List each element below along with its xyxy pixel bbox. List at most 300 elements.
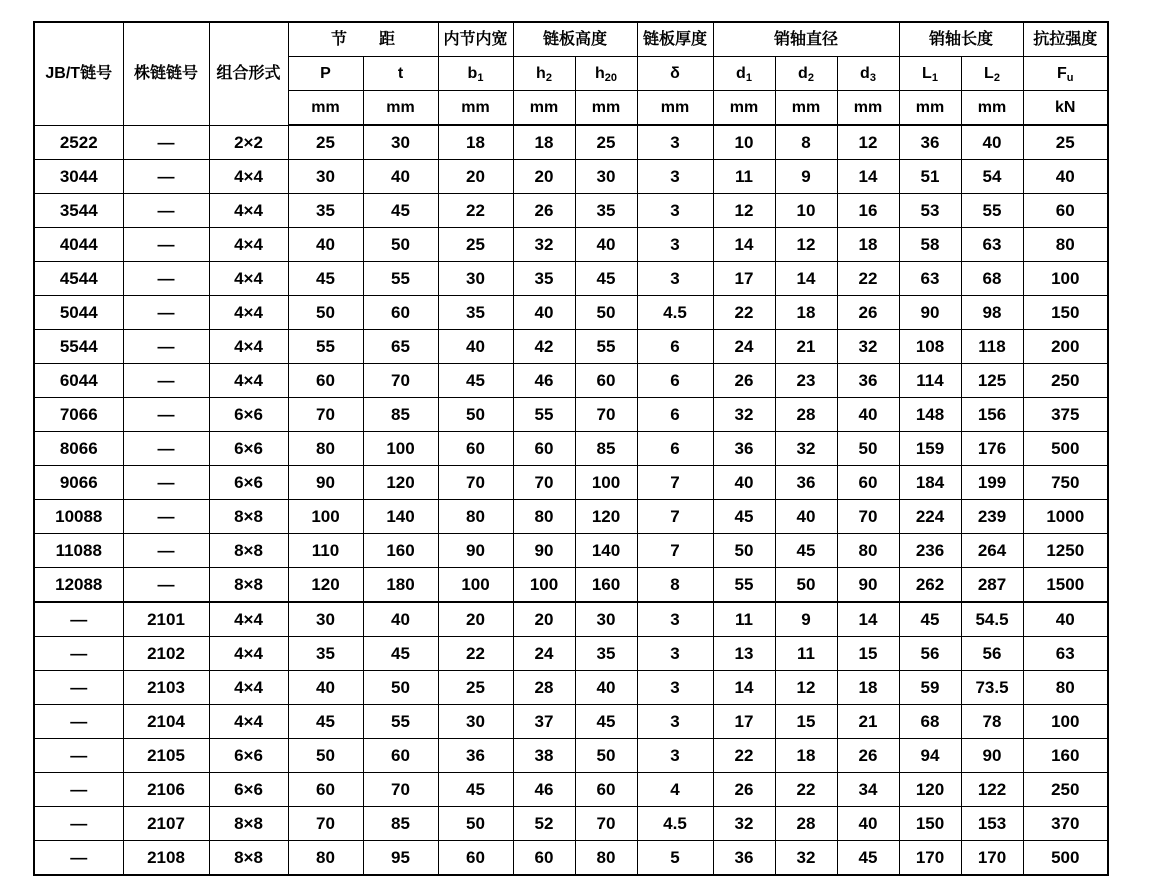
table-cell: 40	[713, 466, 775, 500]
table-cell: 30	[363, 125, 438, 160]
unit-cell: mm	[288, 91, 363, 126]
table-cell: 55	[575, 330, 637, 364]
header-combination: 组合形式	[209, 22, 288, 125]
table-cell: 22	[837, 262, 899, 296]
symbol-h20	[575, 57, 637, 91]
symbol-h2	[513, 57, 575, 91]
table-cell: 63	[1023, 637, 1108, 671]
table-cell: 2101	[123, 602, 209, 637]
table-cell: 20	[513, 160, 575, 194]
table-cell: 6×6	[209, 398, 288, 432]
table-cell: 4×4	[209, 671, 288, 705]
table-cell: —	[123, 500, 209, 534]
table-cell: 70	[288, 807, 363, 841]
table-cell: 4×4	[209, 637, 288, 671]
table-cell: 85	[575, 432, 637, 466]
table-cell: 118	[961, 330, 1023, 364]
table-cell: 28	[775, 807, 837, 841]
unit-cell: mm	[438, 91, 513, 126]
table-cell: 160	[1023, 739, 1108, 773]
table-cell: 55	[713, 568, 775, 603]
symbol-d3	[837, 57, 899, 91]
table-cell: 2522	[34, 125, 123, 160]
table-cell: 70	[837, 500, 899, 534]
table-cell: 6044	[34, 364, 123, 398]
table-row	[34, 739, 1108, 773]
table-cell: —	[123, 364, 209, 398]
symbol-L2-base: L	[984, 64, 994, 82]
table-cell: 40	[1023, 602, 1108, 637]
header-inner-width: 内节内宽	[438, 22, 513, 57]
table-row	[34, 534, 1108, 568]
table-cell: 3	[637, 125, 713, 160]
table-cell: 5044	[34, 296, 123, 330]
table-row	[34, 568, 1108, 603]
table-cell: 200	[1023, 330, 1108, 364]
table-cell: —	[123, 262, 209, 296]
table-cell: 8×8	[209, 568, 288, 603]
table-header	[34, 22, 1108, 125]
table-cell: 50	[837, 432, 899, 466]
table-cell: 6	[637, 398, 713, 432]
table-cell: —	[34, 841, 123, 876]
table-cell: 23	[775, 364, 837, 398]
table-cell: 4.5	[637, 296, 713, 330]
table-cell: 8×8	[209, 534, 288, 568]
table-cell: 100	[1023, 705, 1108, 739]
table-row	[34, 705, 1108, 739]
table-cell: 156	[961, 398, 1023, 432]
table-cell: 60	[1023, 194, 1108, 228]
table-cell: 11088	[34, 534, 123, 568]
table-cell: —	[123, 228, 209, 262]
table-cell: 90	[288, 466, 363, 500]
table-cell: 60	[513, 432, 575, 466]
table-cell: 100	[575, 466, 637, 500]
table-cell: 150	[899, 807, 961, 841]
symbol-d3-sub: 3	[869, 71, 876, 84]
table-cell: 45	[438, 364, 513, 398]
table-cell: 46	[513, 773, 575, 807]
table-cell: 50	[288, 296, 363, 330]
table-cell: 3	[637, 262, 713, 296]
table-cell: 40	[288, 228, 363, 262]
table-cell: 45	[288, 705, 363, 739]
table-cell: —	[123, 296, 209, 330]
table-cell: 55	[363, 262, 438, 296]
table-cell: 100	[288, 500, 363, 534]
table-cell: 45	[899, 602, 961, 637]
table-cell: 500	[1023, 841, 1108, 876]
table-cell: 32	[775, 841, 837, 876]
table-cell: 3	[637, 194, 713, 228]
table-cell: 53	[899, 194, 961, 228]
table-cell: 26	[837, 296, 899, 330]
table-cell: 90	[438, 534, 513, 568]
table-cell: —	[34, 705, 123, 739]
table-cell: 58	[899, 228, 961, 262]
table-cell: 100	[1023, 262, 1108, 296]
table-cell: 10	[713, 125, 775, 160]
table-cell: 3	[637, 705, 713, 739]
table-cell: 6×6	[209, 432, 288, 466]
unit-cell: mm	[775, 91, 837, 126]
table-cell: 100	[438, 568, 513, 603]
table-cell: 17	[713, 262, 775, 296]
table-cell: 40	[363, 160, 438, 194]
table-cell: 30	[438, 705, 513, 739]
symbol-b1-base: b	[467, 64, 478, 82]
table-cell: 45	[837, 841, 899, 876]
table-cell: 3	[637, 160, 713, 194]
table-row	[34, 296, 1108, 330]
table-cell: 5	[637, 841, 713, 876]
table-cell: 40	[288, 671, 363, 705]
table-cell: 70	[363, 773, 438, 807]
symbol-h20-sub: 20	[604, 71, 618, 84]
table-cell: 70	[575, 398, 637, 432]
table-cell: 120	[363, 466, 438, 500]
table-cell: 70	[575, 807, 637, 841]
table-cell: 2106	[123, 773, 209, 807]
table-cell: 2105	[123, 739, 209, 773]
table-cell: 3	[637, 228, 713, 262]
table-cell: —	[123, 466, 209, 500]
header-plate-thickness: 链板厚度	[637, 22, 713, 57]
header-pitch: 节 距	[288, 22, 438, 57]
table-cell: 18	[837, 671, 899, 705]
table-cell: 239	[961, 500, 1023, 534]
table-cell: —	[123, 160, 209, 194]
table-cell: 5544	[34, 330, 123, 364]
table-row	[34, 807, 1108, 841]
table-row	[34, 466, 1108, 500]
table-cell: 2107	[123, 807, 209, 841]
table-cell: 150	[1023, 296, 1108, 330]
table-cell: 45	[438, 773, 513, 807]
table-cell: 50	[363, 228, 438, 262]
header-zhulian-chain-no: 株链链号	[123, 22, 209, 125]
table-cell: 45	[575, 705, 637, 739]
table-cell: 12	[837, 125, 899, 160]
table-cell: 40	[575, 671, 637, 705]
table-cell: 45	[713, 500, 775, 534]
table-cell: 17	[713, 705, 775, 739]
symbol-L2	[961, 57, 1023, 91]
table-cell: 30	[575, 602, 637, 637]
table-cell: 3	[637, 671, 713, 705]
table-cell: 90	[961, 739, 1023, 773]
table-cell: —	[123, 194, 209, 228]
table-cell: 35	[288, 637, 363, 671]
table-cell: 140	[575, 534, 637, 568]
symbol-Fu-sub: u	[1066, 71, 1074, 84]
table-cell: 110	[288, 534, 363, 568]
table-cell: 122	[961, 773, 1023, 807]
table-row	[34, 364, 1108, 398]
table-cell: 60	[575, 773, 637, 807]
table-cell: 50	[438, 398, 513, 432]
table-cell: 264	[961, 534, 1023, 568]
table-cell: 55	[513, 398, 575, 432]
table-cell: 60	[438, 432, 513, 466]
table-cell: 52	[513, 807, 575, 841]
table-cell: 8×8	[209, 807, 288, 841]
table-cell: 2×2	[209, 125, 288, 160]
table-cell: 60	[363, 296, 438, 330]
table-cell: 46	[513, 364, 575, 398]
table-cell: 12	[775, 228, 837, 262]
table-cell: 35	[575, 637, 637, 671]
table-cell: 95	[363, 841, 438, 876]
table-cell: 100	[363, 432, 438, 466]
symbol-d3-base: d	[860, 64, 870, 82]
table-cell: 24	[713, 330, 775, 364]
chain-spec-table	[33, 21, 1109, 876]
symbol-b1-sub: 1	[477, 71, 484, 84]
table-cell: 36	[713, 841, 775, 876]
table-cell: 20	[513, 602, 575, 637]
table-cell: 180	[363, 568, 438, 603]
table-cell: 13	[713, 637, 775, 671]
table-cell: 12088	[34, 568, 123, 603]
table-cell: 40	[837, 807, 899, 841]
table-cell: 25	[438, 671, 513, 705]
table-cell: —	[34, 739, 123, 773]
table-cell: 11	[775, 637, 837, 671]
table-cell: 6	[637, 432, 713, 466]
table-cell: 16	[837, 194, 899, 228]
table-cell: 80	[438, 500, 513, 534]
table-cell: 7	[637, 500, 713, 534]
table-cell: 36	[899, 125, 961, 160]
table-cell: 80	[1023, 228, 1108, 262]
table-cell: 50	[575, 296, 637, 330]
table-cell: 63	[899, 262, 961, 296]
table-row	[34, 160, 1108, 194]
table-cell: 60	[837, 466, 899, 500]
table-cell: 14	[713, 228, 775, 262]
table-cell: 224	[899, 500, 961, 534]
table-cell: 176	[961, 432, 1023, 466]
table-cell: 370	[1023, 807, 1108, 841]
table-cell: 50	[288, 739, 363, 773]
table-cell: 15	[775, 705, 837, 739]
table-cell: 9066	[34, 466, 123, 500]
table-row	[34, 841, 1108, 876]
table-cell: 22	[713, 296, 775, 330]
table-row	[34, 671, 1108, 705]
symbol-Fu	[1023, 57, 1108, 91]
table-cell: 11	[713, 602, 775, 637]
table-cell: 50	[575, 739, 637, 773]
table-cell: 40	[961, 125, 1023, 160]
table-cell: 287	[961, 568, 1023, 603]
table-cell: 60	[513, 841, 575, 876]
table-cell: 60	[288, 773, 363, 807]
table-cell: 18	[775, 739, 837, 773]
unit-cell: mm	[899, 91, 961, 126]
table-cell: 160	[363, 534, 438, 568]
table-cell: 125	[961, 364, 1023, 398]
table-cell: 56	[899, 637, 961, 671]
table-cell: 8	[637, 568, 713, 603]
table-cell: 40	[363, 602, 438, 637]
table-cell: 14	[775, 262, 837, 296]
table-cell: 22	[438, 194, 513, 228]
table-cell: 60	[575, 364, 637, 398]
symbol-d1-base: d	[736, 64, 746, 82]
table-cell: 500	[1023, 432, 1108, 466]
table-row	[34, 228, 1108, 262]
table-cell: 28	[775, 398, 837, 432]
table-cell: 250	[1023, 773, 1108, 807]
table-cell: 148	[899, 398, 961, 432]
symbol-L1-sub: 1	[931, 71, 938, 84]
table-cell: 25	[288, 125, 363, 160]
table-body	[34, 125, 1108, 875]
table-cell: 4×4	[209, 160, 288, 194]
table-cell: 6	[637, 330, 713, 364]
table-cell: 100	[513, 568, 575, 603]
table-cell: 26	[713, 773, 775, 807]
table-cell: 80	[837, 534, 899, 568]
table-cell: 26	[837, 739, 899, 773]
table-cell: 1500	[1023, 568, 1108, 603]
table-cell: 37	[513, 705, 575, 739]
symbol-L2-sub: 2	[993, 71, 1000, 84]
table-cell: 25	[438, 228, 513, 262]
table-cell: 4×4	[209, 705, 288, 739]
table-cell: 375	[1023, 398, 1108, 432]
table-cell: —	[123, 534, 209, 568]
table-cell: 24	[513, 637, 575, 671]
table-cell: 20	[438, 160, 513, 194]
table-cell: 55	[961, 194, 1023, 228]
table-row	[34, 773, 1108, 807]
table-cell: 3	[637, 637, 713, 671]
table-cell: 70	[363, 364, 438, 398]
table-cell: 50	[438, 807, 513, 841]
table-cell: 85	[363, 807, 438, 841]
table-cell: 80	[288, 432, 363, 466]
table-cell: 40	[513, 296, 575, 330]
table-cell: 12	[713, 194, 775, 228]
symbol-delta: δ	[637, 57, 713, 91]
table-cell: 2103	[123, 671, 209, 705]
table-cell: 80	[575, 841, 637, 876]
table-cell: 9	[775, 602, 837, 637]
table-cell: 7066	[34, 398, 123, 432]
unit-cell: mm	[713, 91, 775, 126]
table-cell: —	[34, 602, 123, 637]
table-cell: 4544	[34, 262, 123, 296]
table-cell: 50	[713, 534, 775, 568]
table-cell: 36	[837, 364, 899, 398]
table-cell: 18	[513, 125, 575, 160]
table-cell: 32	[837, 330, 899, 364]
table-cell: 4×4	[209, 228, 288, 262]
table-cell: 250	[1023, 364, 1108, 398]
table-cell: 90	[513, 534, 575, 568]
table-cell: 80	[513, 500, 575, 534]
table-cell: 160	[575, 568, 637, 603]
symbol-d2	[775, 57, 837, 91]
table-cell: 30	[438, 262, 513, 296]
table-cell: 65	[363, 330, 438, 364]
table-cell: 8×8	[209, 500, 288, 534]
table-cell: 54	[961, 160, 1023, 194]
symbol-d2-sub: 2	[807, 71, 814, 84]
unit-cell: mm	[837, 91, 899, 126]
table-cell: 40	[575, 228, 637, 262]
table-cell: 3044	[34, 160, 123, 194]
table-cell: 60	[363, 739, 438, 773]
table-cell: 6×6	[209, 466, 288, 500]
table-cell: 59	[899, 671, 961, 705]
table-cell: 63	[961, 228, 1023, 262]
table-cell: 22	[438, 637, 513, 671]
table-cell: 32	[713, 807, 775, 841]
table-cell: 184	[899, 466, 961, 500]
table-cell: 35	[575, 194, 637, 228]
unit-cell: mm	[513, 91, 575, 126]
table-cell: 38	[513, 739, 575, 773]
table-cell: 14	[837, 602, 899, 637]
table-cell: 170	[961, 841, 1023, 876]
table-cell: 236	[899, 534, 961, 568]
table-cell: 30	[288, 602, 363, 637]
table-cell: 108	[899, 330, 961, 364]
table-cell: 60	[288, 364, 363, 398]
table-cell: 36	[713, 432, 775, 466]
symbol-L1	[899, 57, 961, 91]
table-row	[34, 602, 1108, 637]
table-cell: 54.5	[961, 602, 1023, 637]
table-cell: 2102	[123, 637, 209, 671]
table-cell: 35	[438, 296, 513, 330]
table-cell: 60	[438, 841, 513, 876]
table-cell: 50	[775, 568, 837, 603]
table-cell: 153	[961, 807, 1023, 841]
table-cell: —	[34, 637, 123, 671]
table-row	[34, 500, 1108, 534]
header-plate-height: 链板高度	[513, 22, 637, 57]
table-row	[34, 194, 1108, 228]
table-cell: 3	[637, 602, 713, 637]
table-cell: 73.5	[961, 671, 1023, 705]
table-row	[34, 637, 1108, 671]
table-cell: 8×8	[209, 841, 288, 876]
table-cell: 80	[288, 841, 363, 876]
table-cell: 32	[513, 228, 575, 262]
table-cell: 26	[513, 194, 575, 228]
table-cell: 4.5	[637, 807, 713, 841]
table-cell: 3544	[34, 194, 123, 228]
table-cell: 262	[899, 568, 961, 603]
symbol-h2-base: h	[536, 64, 546, 82]
table-cell: 9	[775, 160, 837, 194]
table-cell: 26	[713, 364, 775, 398]
table-cell: 85	[363, 398, 438, 432]
table-cell: 10	[775, 194, 837, 228]
table-cell: 18	[837, 228, 899, 262]
table-cell: 70	[513, 466, 575, 500]
table-cell: 14	[837, 160, 899, 194]
table-cell: 55	[363, 705, 438, 739]
table-cell: 80	[1023, 671, 1108, 705]
table-cell: 120	[899, 773, 961, 807]
